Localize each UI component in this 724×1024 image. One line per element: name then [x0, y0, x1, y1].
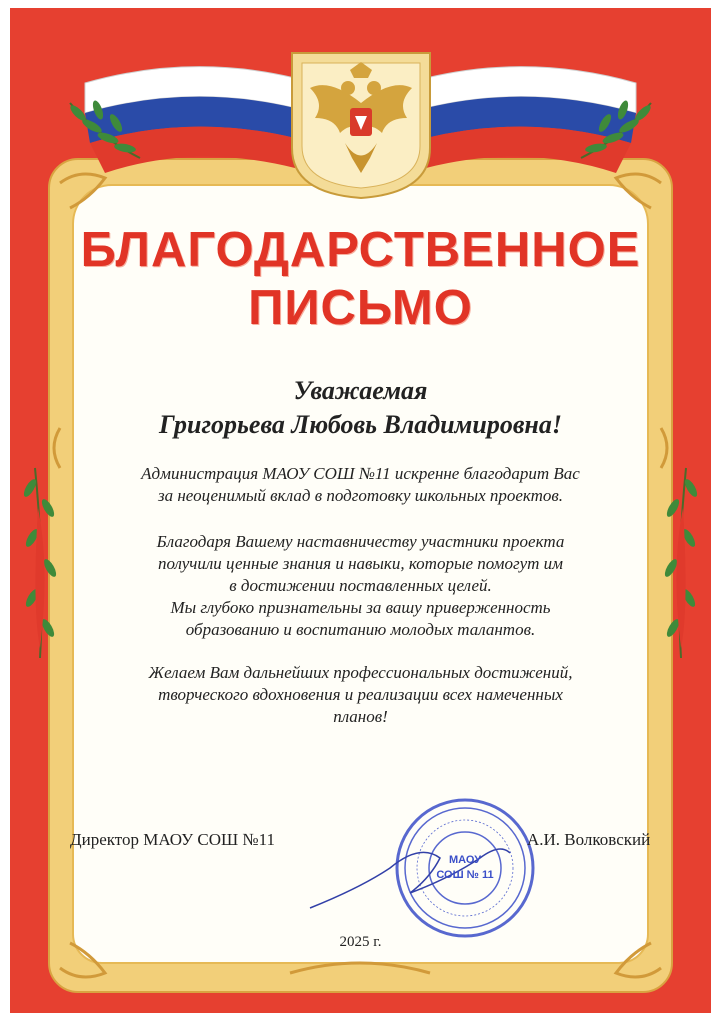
paragraph-1-line: Администрация МАОУ СОШ №11 искренне благодарит Вас	[141, 464, 580, 483]
certificate-page	[10, 8, 711, 1013]
paragraph-2-line: получили ценные знания и навыки, которые помогут им	[157, 554, 564, 573]
document-year: 2025 г.	[339, 934, 382, 950]
paragraph-2-line: в достижении поставленных целей.	[229, 576, 492, 595]
title-line2: ПИСЬМО	[248, 281, 473, 335]
greeting-line1: Уважаемая	[293, 376, 428, 405]
paragraph-3-line: планов!	[333, 707, 388, 726]
paragraph-2-line: Благодаря Вашему наставничеству участники проекта	[156, 532, 565, 551]
paragraph-1-line: за неоценимый вклад в подготовку школьных проектов.	[157, 486, 564, 505]
title-line1: БЛАГОДАРСТВЕННОЕ	[80, 223, 641, 277]
stamp-center-line1: МАОУ	[448, 854, 482, 866]
signature-role: Директор МАОУ СОШ №11	[70, 830, 275, 849]
paragraph-2-line: образованию и воспитанию молодых талантов.	[185, 620, 536, 639]
paragraph-2-line: Мы глубоко признательны за вашу приверженность	[170, 598, 551, 617]
signature-name: А.И. Волковский	[527, 830, 651, 849]
greeting-line2: Григорьева Любовь Владимировна!	[159, 410, 562, 439]
paragraph-3-line: творческого вдохновения и реализации всех намеченных	[158, 685, 563, 704]
stamp-text-layer	[10, 8, 711, 1013]
paragraph-1	[90, 463, 631, 507]
paragraph-3-line: Желаем Вам дальнейших профессиональных достижений,	[148, 663, 573, 682]
paragraph-3	[90, 662, 631, 728]
stamp-center-line2: СОШ № 11	[436, 869, 494, 881]
paragraph-2	[90, 531, 631, 641]
